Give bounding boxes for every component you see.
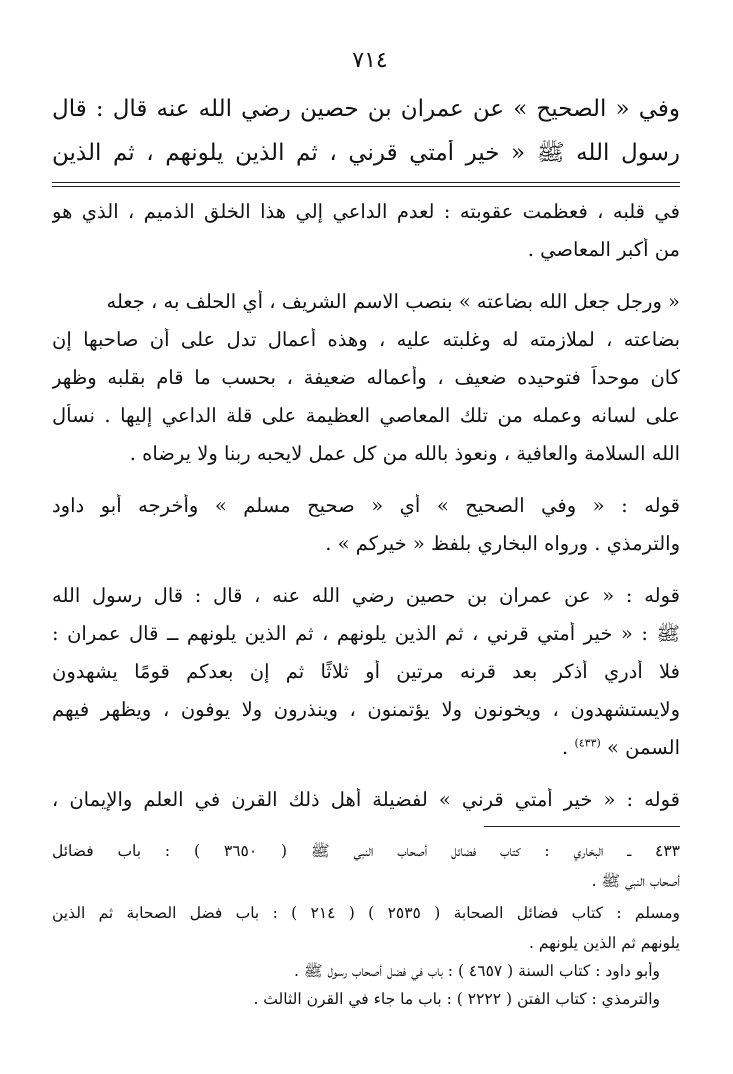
commentary-line: الله السلامة والعافية ، ونعوذ بالله من كل عمل لايحبه ربنا ولا يرضاه .	[129, 442, 680, 465]
footnote-line: يلونهم ثم الذين يلونهم .	[529, 934, 680, 952]
matn-line: وفي « الصحيح » عن عمران بن حصين رضي الله عنه قال : قال	[52, 96, 680, 122]
page-number: ٧١٤	[352, 48, 388, 73]
footnote-line: والترمذي : كتاب الفتن ( ٢٢٢٢ ) : باب ما جاء في القرن الثالث .	[253, 990, 660, 1008]
commentary-line: كان موحداً فتوحيده ضعيف ، وأعماله ضعيفة ، بحسب ما قام بقلبه وظهر	[52, 366, 680, 389]
commentary-line: قوله : « وفي الصحيح » أي « صحيح مسلم » وأخرجه أبو داود	[52, 494, 680, 517]
commentary-line: « ورجل جعل الله بضاعته » بنصب الاسم الشريف ، أي الحلف به ، جعله	[106, 290, 680, 313]
commentary-line	[52, 736, 680, 759]
commentary-line: والترمذي . ورواه البخاري بلفظ « خيركم » .	[325, 532, 680, 555]
commentary-line: فلا أدري أذكر بعد قرنه مرتين أو ثلاثًا ثم إن بعدكم قومًا يشهدون	[52, 660, 680, 683]
commentary-line: قوله : « عن عمران بن حصين رضي الله عنه ، قال : قال رسول الله	[52, 584, 680, 607]
commentary-line-text: السمن »	[606, 736, 680, 759]
commentary-line: بضاعته ، لملازمته له وغلبته عليه ، وهذه أعمال تدل على أن صاحبها إن	[52, 328, 680, 351]
commentary-line-end: .	[562, 736, 569, 759]
footnote-divider	[484, 826, 680, 827]
footnote-line: أصحاب النبي ﷺ .	[591, 872, 680, 890]
commentary-line: ﷺ : « خير أمتي قرني ، ثم الذين يلونهم ، ثم الذين يلونهم ــ قال عمران :	[52, 622, 680, 645]
matn-divider	[52, 182, 680, 183]
matn-line: رسول الله ﷺ « خير أمتي قرني ، ثم الذين يلونهم ، ثم الذين	[52, 140, 680, 166]
footnote-line: وأبو داود : كتاب السنة ( ٤٦٥٧ ) : باب في فضل أصحاب رسول ﷺ .	[294, 962, 660, 980]
commentary-line: في قلبه ، فعظمت عقوبته : لعدم الداعي إلي هذا الخلق الذميم ، الذي هو	[52, 200, 680, 223]
footnote-line: ٤٣٣ ــ البخاري : كتاب فضائل أصحاب النبي ﷺ ( ٣٦٥٠ ) : باب فضائل	[52, 842, 680, 860]
commentary-line: على لسانه وعمله من تلك المعاصي العظيمة على قلة الداعي إليها . نسأل	[52, 404, 680, 427]
matn-divider	[52, 186, 680, 187]
commentary-line: ولايستشهدون ، ويخونون ولا يؤتمنون ، وينذرون ولا يوفون ، ويظهر فيهم	[52, 698, 680, 721]
footnote-reference: (٤٣٣)	[574, 736, 601, 750]
footnote-line: ومسلم : كتاب فضائل الصحابة ( ٢٥٣٥ ) ( ٢١٤ ) : باب فضل الصحابة ثم الذين	[52, 904, 680, 922]
commentary-line: قوله : « خير أمتي قرني » لفضيلة أهل ذلك القرن في العلم والإيمان ،	[52, 788, 680, 811]
commentary-line: من أكبر المعاصي .	[527, 238, 680, 261]
